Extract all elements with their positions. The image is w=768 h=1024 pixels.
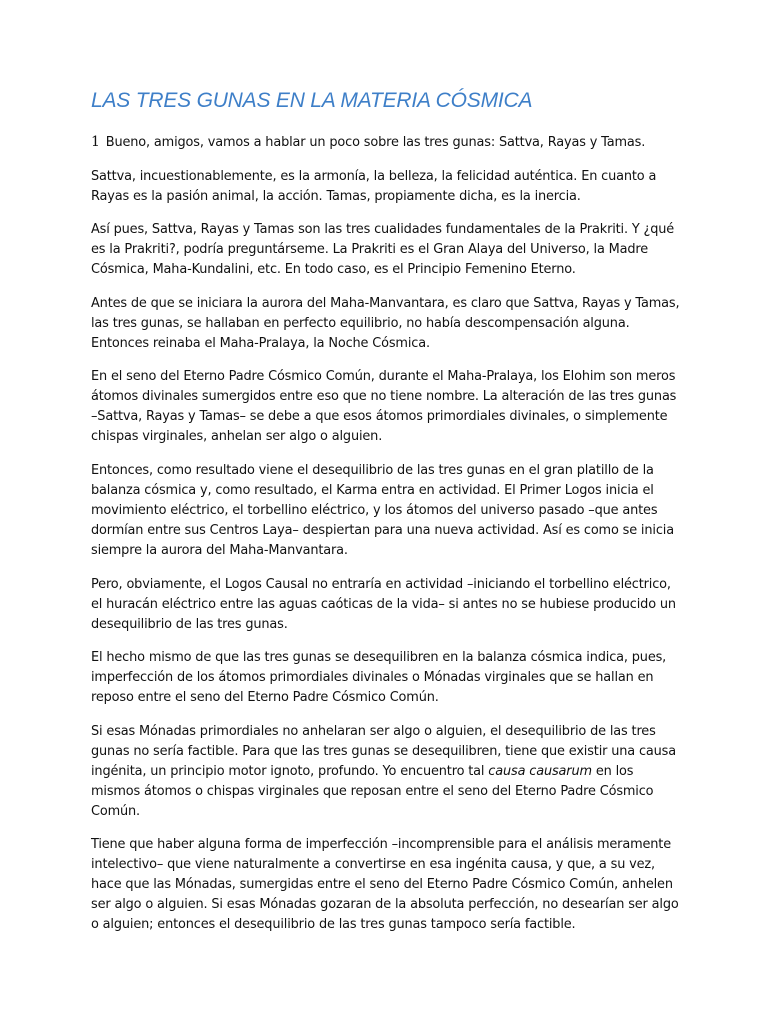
paragraph-10: Tiene que haber alguna forma de imperfección –incomprensible para el análisis meramente intelectivo– que viene naturalmente a convertirse en esa ingénita causa, y que, a su vez, hace que las Mónadas, sumergidas entre el seno del Eterno Padre Cósmico Común, anhelen ser algo o alguien. Si esas Mónadas gozaran de la absoluta perfección, no desearían ser algo o alguien; entonces el desequilibrio de las tres gunas tampoco sería factible. xyxy=(91,837,679,933)
paragraph-8: El hecho mismo de que las tres gunas se desequilibren en la balanza cósmica indica, pues, imperfección de los átomos primordiales divinales o Mónadas virginales que se hallan en reposo entre el seno del Eterno Padre Cósmico Común. xyxy=(91,650,667,706)
paragraph-number: 1 xyxy=(91,134,100,150)
paragraph-6: Entonces, como resultado viene el desequilibrio de las tres gunas en el gran platillo de la balanza cósmica y, como resultado, el Karma entra en actividad. El Primer Logos inicia el movimiento eléctrico, el torbellino eléctrico, y los átomos del universo pasado –que antes dormían entre sus Centros Laya– despiertan para una nueva actividad. Así es como se inicia siempre la aurora del Maha-Manvantara. xyxy=(91,462,674,558)
document-body xyxy=(91,86,681,949)
paragraph-2: Sattva, incuestionablemente, es la armonía, la belleza, la felicidad auténtica. En cuanto a Rayas es la pasión animal, la acción. Tamas, propiamente dicha, es la inercia. xyxy=(91,168,657,204)
paragraph-4: Antes de que se iniciara la aurora del Maha-Manvantara, es claro que Sattva, Rayas y Tamas, las tres gunas, se hallaban en perfecto equilibrio, no había descompensación alguna. Entonces reinaba el Maha-Pralaya, la Noche Cósmica. xyxy=(91,295,680,351)
paragraph-7: Pero, obviamente, el Logos Causal no entraría en actividad –iniciando el torbellino eléctrico, el huracán eléctrico entre las aguas caóticas de la vida– si antes no se hubiese producido un desequilibrio de las tres gunas. xyxy=(91,576,676,632)
paragraph-text: Si esas Mónadas primordiales no anhelaran ser algo o alguien, el desequilibrio de las tres gunas no sería factible. Para que las tres gunas se desequilibren, tiene que existir una causa ingénita, un principio motor ignoto, profundo. Yo encuentro tal xyxy=(91,723,676,779)
document-title: LAS TRES GUNAS EN LA MATERIA CÓSMICA xyxy=(91,89,533,112)
paragraph-1 xyxy=(91,132,681,153)
italic-phrase: causa causarum xyxy=(488,763,592,779)
paragraph-text: Bueno, amigos, vamos a hablar un poco sobre las tres gunas: Sattva, Rayas y Tamas. xyxy=(105,135,646,150)
paragraph-3: Así pues, Sattva, Rayas y Tamas son las tres cualidades fundamentales de la Prakriti. Y ¿qué es la Prakriti?, podría preguntárseme. La Prakriti es el Gran Alaya del Universo, la Madre Cósmica, Maha-Kundalini, etc. En todo caso, es el Principio Femenino Eterno. xyxy=(91,222,675,278)
paragraph-text: en los mismos átomos o chispas virginales que reposan entre el seno del Eterno Padre Cósmico Común. xyxy=(91,763,654,819)
paragraph-9 xyxy=(91,722,681,822)
paragraph-5: En el seno del Eterno Padre Cósmico Común, durante el Maha-Pralaya, los Elohim son meros átomos divinales sumergidos entre eso que no tiene nombre. La alteración de las tres gunas –Sattva, Rayas y Tamas– se debe a que esos átomos primordiales divinales, o simplemente chispas virginales, anhelan ser algo o alguien. xyxy=(91,369,677,445)
